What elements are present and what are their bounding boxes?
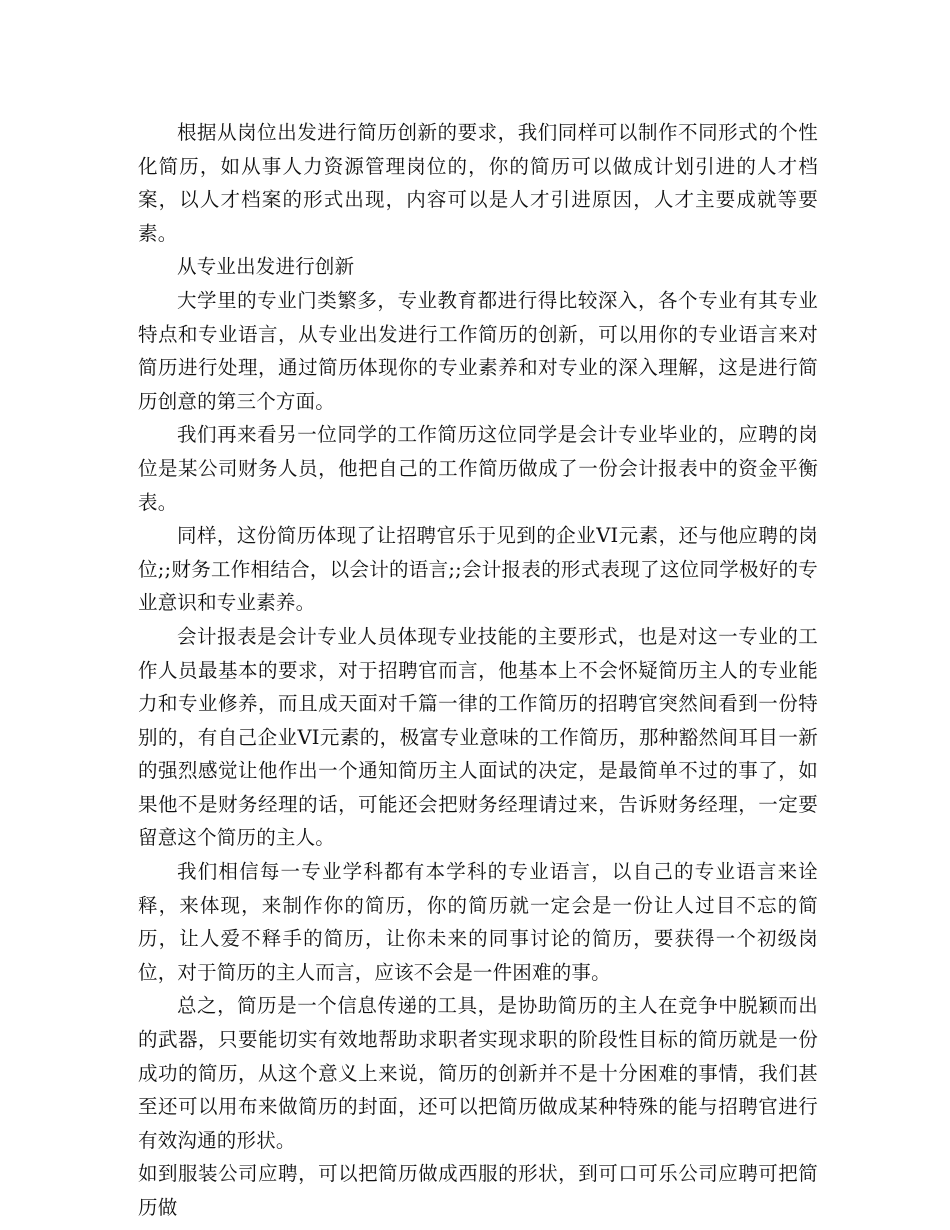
- paragraph-7: 总之，简历是一个信息传递的工具，是协助简历的主人在竞争中脱颖而出的武器，只要能切实有效地帮助求职者实现求职的阶段性目标的简历就是一份成功的简历，从这个意义上来说，简历的创新并不是十分困难的事情，我们甚至还可以用布来做简历的封面，还可以把简历做成某种特殊的能与招聘官进行有效沟通的形状。: [138, 994, 818, 1152]
- paragraph-5: 会计报表是会计专业人员体现专业技能的主要形式，也是对这一专业的工作人员最基本的要求，对于招聘官而言，他基本上不会怀疑简历主人的专业能力和专业修养，而且成天面对千篇一律的工作简历的招聘官突然间看到一份特别的，有自己企业VI元素的，极富专业意味的工作简历，那种豁然间耳目一新的强烈感觉让他作出一个通知简历主人面试的决定，是最简单不过的事了，如果他不是财务经理的话，可能还会把财务经理请过来，告诉财务经理，一定要留意这个简历的主人。: [138, 624, 818, 850]
- paragraph-3: 我们再来看另一位同学的工作简历这位同学是会计专业毕业的，应聘的岗位是某公司财务人员，他把自己的工作简历做成了一份会计报表中的资金平衡表。: [138, 423, 818, 514]
- paragraph-1: 根据从岗位出发进行简历创新的要求，我们同样可以制作不同形式的个性化简历，如从事人力资源管理岗位的，你的简历可以做成计划引进的人才档案，以人才档案的形式出现，内容可以是人才引进原因，人才主要成就等要素。: [138, 121, 818, 245]
- document-body: [138, 116, 818, 1225]
- section-heading: 从专业出发进行创新: [177, 255, 355, 279]
- paragraph-6: 我们相信每一专业学科都有本学科的专业语言，以自己的专业语言来诠释，来体现，来制作你的简历，你的简历就一定会是一份让人过目不忘的简历，让人爱不释手的简历，让你未来的同事讨论的简历，要获得一个初级岗位，对于简历的主人而言，应该不会是一件困难的事。: [138, 860, 818, 984]
- paragraph-4: 同样，这份简历体现了让招聘官乐于见到的企业VI元素，还与他应聘的岗位;;财务工作相结合，以会计的语言;;会计报表的形式表现了这位同学极好的专业意识和专业素养。: [138, 524, 818, 615]
- paragraph-2: 大学里的专业门类繁多，专业教育都进行得比较深入，各个专业有其专业特点和专业语言，从专业出发进行工作简历的创新，可以用你的专业语言来对简历进行处理，通过简历体现你的专业素养和对专业的深入理解，这是进行简历创意的第三个方面。: [138, 288, 818, 413]
- paragraph-8: 如到服装公司应聘，可以把简历做成西服的形状，到可口可乐公司应聘可把简历做: [138, 1162, 818, 1219]
